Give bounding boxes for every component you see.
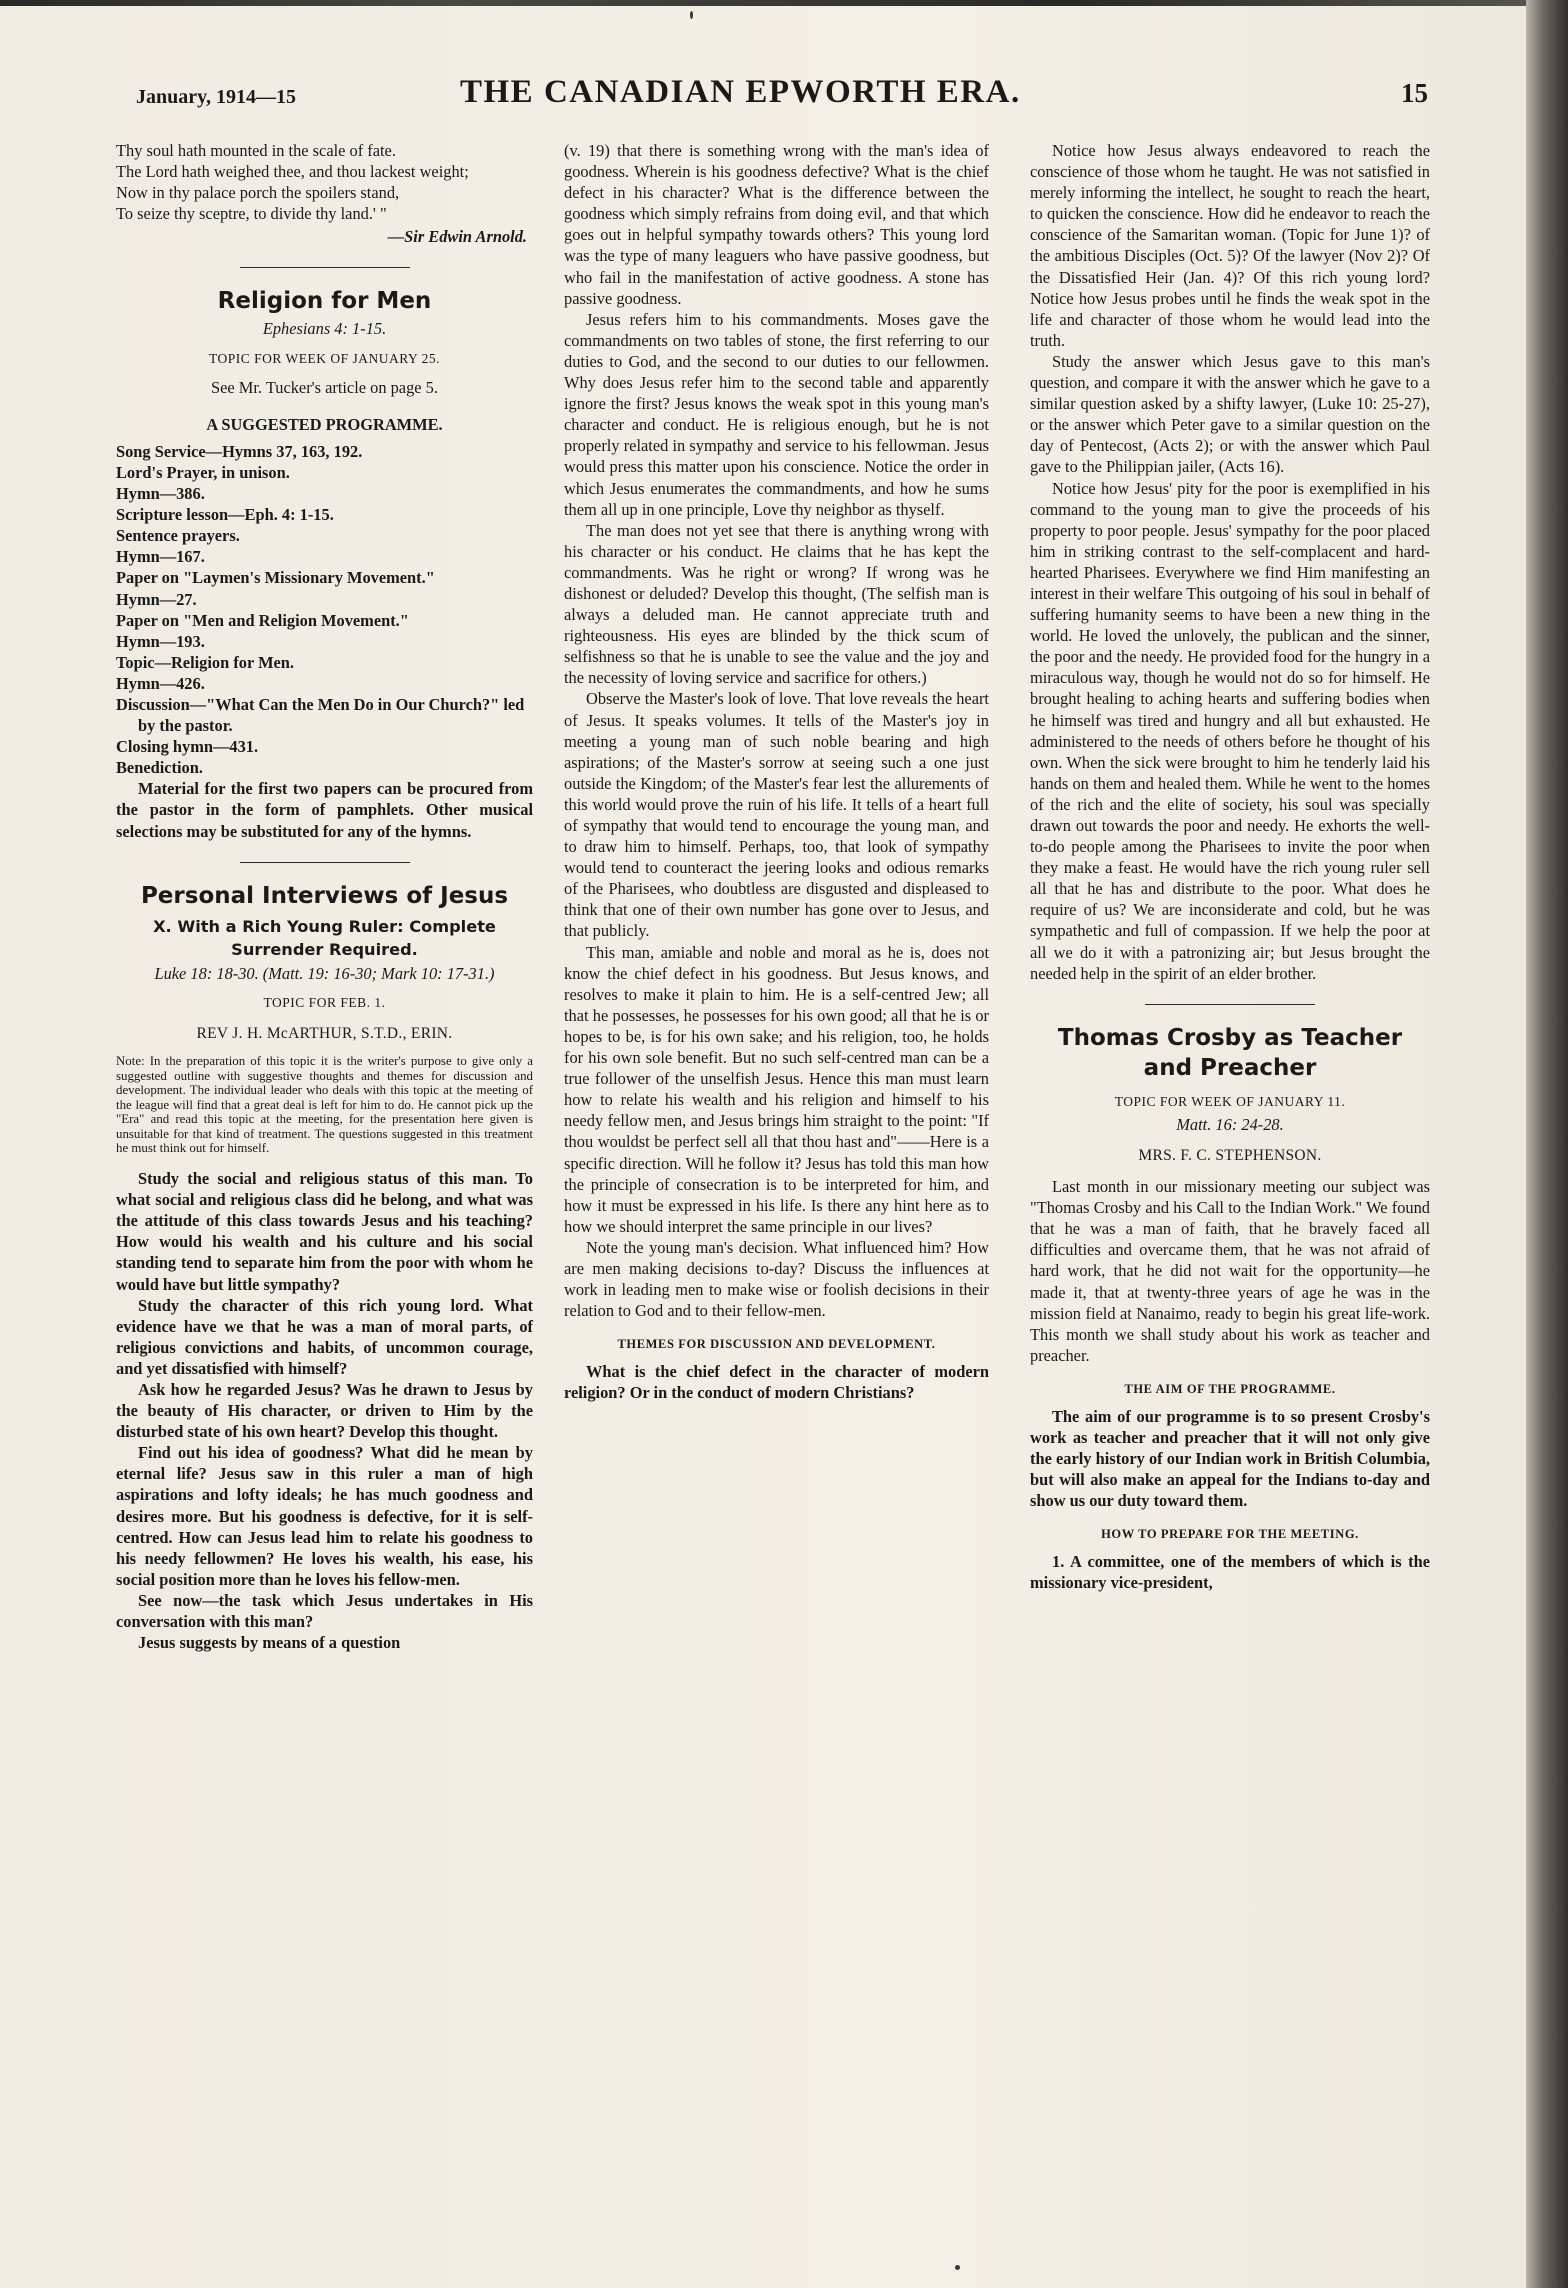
programme-note: Material for the first two papers can be procured from the pastor in the form of pamphlets. Other musical selections may be substituted for any of the hymns.: [116, 779, 533, 841]
section-divider: [1145, 1004, 1315, 1005]
poem-attribution: —Sir Edwin Arnold.: [387, 227, 527, 247]
section-divider: [240, 862, 410, 863]
programme-item: Hymn—27.: [116, 589, 197, 609]
paragraph: This man, amiable and noble and moral as he is, does not know the chief defect in his goodness. But Jesus knows, and resolves to make it plain to him. He is a self-centred Jew; all that he possesses, he possesses for his own good; all that he is or hopes to be, is for his own sake; and his religion, too, he holds for his own sole benefit. But no such self-centred man can be a true follower of the unselfish Jesus. Hence this man must learn how to relate his wealth and his religion and himself to his needy fellow men, and Jesus brings him straight to the point: "If thou wouldst be perfect sell all that thou hast and"——Here is a specific direction. Will he follow it? Jesus has told this man how the principle of consecration is to be interpreted for him, and how it must be expressed in his life. Is there any hint here as to how we should interpret the same principle in our lives?: [564, 942, 989, 1236]
topic-line: TOPIC FOR WEEK OF JANUARY 11.: [1114, 1093, 1346, 1109]
page-header: [130, 72, 1428, 122]
topic-line: TOPIC FOR WEEK OF JANUARY 25.: [208, 350, 441, 366]
programme-item: Lord's Prayer, in unison.: [116, 462, 290, 482]
paragraph: Find out his idea of goodness? What did he mean by eternal life? Jesus saw in this ruler a man of high aspirations and lofty ideals; he has much goodness and desires more. But his goodness is defective, for it is self-centred. How can Jesus lead him to relate his goodness to his needy fellowmen? He loves his wealth, his ease, his social position more than he loves his fellow-men.: [116, 1443, 533, 1589]
top-edge: [0, 0, 1526, 6]
paragraph: Note the young man's decision. What influenced him? How are men making decisions to-day? Discuss the influences at work in leading men to make wise or foolish decisions in their relation to God and to their fellow-men.: [564, 1237, 989, 1321]
topic-line: TOPIC FOR FEB. 1.: [263, 994, 386, 1010]
programme-item: Hymn—386.: [116, 484, 205, 504]
programme-item: Hymn—426.: [116, 673, 205, 693]
aim-heading: THE AIM OF THE PROGRAMME.: [1124, 1381, 1336, 1396]
programme-item: Paper on "Men and Religion Movement.": [116, 610, 409, 630]
paragraph: Observe the Master's look of love. That love reveals the heart of Jesus. It speaks volumes. It tells of the Master's joy in meeting a young man of such noble bearing and high aspirations; of the Master's sorrow at seeing such a one just outside the Kingdom; of the Master's fear lest the allurements of this world would prove the ruin of his life. It tells of a heart full of sympathy that would tend to encourage the young man, and to draw him to himself. Perhaps, too, that look of sympathy would tend to counteract the jeering looks and odious remarks of the Pharisees, who doubtless are disgusted and displeased to think that one of their own number has gone over to Jesus, and that publicly.: [564, 689, 989, 941]
column-2: [564, 140, 989, 1403]
programme-item: Sentence prayers.: [116, 526, 240, 546]
poem-line: The Lord hath weighed thee, and thou lackest weight;: [116, 162, 469, 182]
paragraph: 1. A committee, one of the members of which is the missionary vice-president,: [1030, 1552, 1430, 1593]
column-1: [116, 140, 533, 1653]
programme-item: Song Service—Hymns 37, 163, 192.: [116, 441, 363, 461]
paragraph: Notice how Jesus always endeavored to reach the conscience of those whom he taught. He was not satisfied in merely informing the intellect, he sought to reach the heart, to quicken the conscience. How did he endeavor to reach the conscience of the Samaritan woman. (Topic for June 1)? of the ambitious Disciples (Oct. 5)? Of the lawyer (Nov 2)? Of the Dissatisfied Heir (Jan. 4)? Of this rich young lord? Notice how Jesus probes until he finds the weak spot in the life and character of those whom he would lead into the truth.: [1030, 141, 1430, 350]
paragraph: Study the character of this rich young lord. What evidence have we that he was a man of moral parts, of religious convictions and habits, of uncommon courage, and yet dissatisfied with himself?: [116, 1295, 533, 1378]
poem-line: To seize thy sceptre, to divide thy land.' ": [116, 204, 387, 224]
themes-heading: THEMES FOR DISCUSSION AND DEVELOPMENT.: [617, 1337, 936, 1352]
programme-list: [116, 441, 533, 779]
programme-item: Hymn—193.: [116, 631, 205, 651]
section-title-personal-interviews: Personal Interviews of Jesus: [140, 882, 509, 909]
issue-date: January, 1914—15: [136, 86, 297, 108]
paragraph: (v. 19) that there is something wrong with the man's idea of goodness. Wherein is his goodness defective? What is the chief defect in his character? What is the difference between the goodness which simply refrains from doing evil, and that which goes out in helpful sympathy towards others? This young lord was the type of many leaguers who have passive goodness, but who fail in the manifestation of active goodness. A stone has passive goodness.: [564, 141, 989, 308]
masthead: THE CANADIAN EPWORTH ERA.: [460, 74, 1021, 110]
section-subtitle: X. With a Rich Young Ruler: Complete Surrender Required.: [153, 916, 496, 959]
paragraph: The aim of our programme is to so present Crosby's work as teacher and preacher that it will not only give the early history of our Indian work in British Columbia, but will also make an appeal for the Indians to-day and show us our duty toward them.: [1030, 1406, 1430, 1511]
book-binding: [1526, 0, 1568, 2288]
programme-item: Hymn—167.: [116, 547, 205, 567]
print-speck: [955, 2265, 960, 2270]
poem-fragment: [116, 140, 533, 247]
editorial-note: Note: In the preparation of this topic it is the writer's purpose to give only a suggested outline with suggestive thoughts and themes for discussion and development. The individual leader who deals with this topic at the meeting of the league will find that a great deal is left for him to do. He cannot pick up the "Era" and read this topic at the meeting, for the presentation here given is unsuitable for that kind of treatment. The questions suggested in this treatment he must think out for himself.: [116, 1053, 533, 1156]
page-number: 15: [1401, 78, 1428, 108]
author-line: REV J. H. McARTHUR, S.T.D., ERIN.: [196, 1024, 453, 1042]
themes-text: What is the chief defect in the character of modern religion? Or in the conduct of modern Christians?: [564, 1362, 989, 1403]
paragraph: Study the social and religious status of this man. To what social and religious class did he belong, and what was the attitude of this class towards Jesus and his teaching? How would his wealth and his culture and his social standing tend to separate him from the poor with whom he would have but little sympathy?: [116, 1169, 533, 1294]
scripture-reference: Luke 18: 18-30. (Matt. 19: 16-30; Mark 10: 17-31.): [154, 963, 495, 983]
scripture-reference: Matt. 16: 24-28.: [1176, 1114, 1284, 1134]
programme-item: Discussion—"What Can the Men Do in Our Church?" led by the pastor.: [116, 694, 525, 736]
section-divider: [240, 267, 410, 268]
paragraph: Ask how he regarded Jesus? Was he drawn to Jesus by the beauty of His character, or driven to Him by the disturbed state of his own heart? Develop this thought.: [116, 1380, 533, 1442]
paragraph: Study the answer which Jesus gave to this man's question, and compare it with the answer which he gave to a similar question asked by a shifty lawyer, (Luke 10: 25-27), or the answer which Peter gave to a similar question on the day of Pentecost, (Acts 2); or with the answer which Paul gave to the Philippian jailer, (Acts 16).: [1030, 351, 1430, 477]
section-title-religion-for-men: Religion for Men: [217, 288, 432, 315]
prepare-heading: HOW TO PREPARE FOR THE MEETING.: [1101, 1527, 1359, 1542]
programme-item: Closing hymn—431.: [116, 737, 259, 757]
paragraph: The man does not yet see that there is anything wrong with his character or his conduct. He claims that he has kept the commandments. Was he right or wrong? If wrong was he dishonest or deluded? Develop this thought, (The selfish man is always a deluded man. He cannot appreciate truth and righteousness. His eyes are blinded by the thick scum of selfishness so that he is unable to see the value and the joy and the necessity of loving service and sacrifice for others.): [564, 520, 989, 688]
column-3: [1030, 140, 1430, 1594]
programme-item: Benediction.: [116, 758, 203, 778]
programme-item: Paper on "Laymen's Missionary Movement.": [116, 568, 435, 588]
print-speck: [690, 11, 693, 19]
author-line: MRS. F. C. STEPHENSON.: [1138, 1146, 1322, 1164]
poem-line: Thy soul hath mounted in the scale of fate.: [116, 141, 396, 160]
paragraph: Jesus suggests by means of a question: [138, 1633, 401, 1653]
paragraph: Last month in our missionary meeting our subject was "Thomas Crosby and his Call to the Indian Work." We found that he was a man of faith, that he bravely faced all difficulties and overcame them, that he was not afraid of hard work, that he did not wait for the opportunity—he made it, that at twenty-three years of age he was in the mission field at Nanaimo, ready to begin his great life-work. This month we shall study about his work as teacher and preacher.: [1030, 1177, 1430, 1365]
programme-item: Scripture lesson—Eph. 4: 1-15.: [116, 505, 334, 525]
paragraph: See now—the task which Jesus undertakes in His conversation with this man?: [116, 1590, 533, 1632]
scripture-reference: Ephesians 4: 1-15.: [262, 319, 387, 339]
section-title-thomas-crosby: Thomas Crosby as Teacher and Preacher: [1057, 1024, 1403, 1081]
see-reference: See Mr. Tucker's article on page 5.: [211, 377, 438, 397]
paragraph: Notice how Jesus' pity for the poor is exemplified in his command to the young man to give the proceeds of his property to poor people. Jesus' sympathy for the poor placed him in striking contrast to the self-complacent and hard-hearted Pharisees. Everywhere we find Him manifesting an interest in their welfare This outgoing of his soul in behalf of suffering humanity seems to have been a new thing in the world. He loved the unlovely, the publican and the sinner, the poor and the needy. He provided food for the hungry in a miraculous way, though he would not do so for himself. He brought healing to aching hearts and suffering bodies when he himself was tired and hungry and all but exhausted. He administered to the needs of others before he thought of his own. When the sick were brought to him he tenderly laid his hands on them and healed them. While he went to the homes of the rich and the elite of society, his soul was specially drawn out towards the poor and needy. He exhorts the well-to-do people among the Pharisees to invite the poor when they make a feast. He would have the rich young ruler sell all that he has and distribute to the poor. What does he require of us? We are inconsiderate and cold, but he was sympathetic and full of compassion. If we help the poor at all we do it with a patronizing air; but Jesus brought the needed help in the spirit of an elder brother.: [1030, 478, 1430, 983]
paragraph: Jesus refers him to his commandments. Moses gave the commandments on two tables of stone, the first referring to our duties to God, and the second to our duties to our fellowmen. Why does Jesus refer him to the second table and apparently ignore the first? Jesus knows the weak spot in this young man's character and conduct. He is religious enough, but he is not properly related in sympathy and service to his fellowman. Jesus would press this matter upon his conscience. Notice the order in which Jesus enumerates the commandments, and how he sums them all up in one principle, Love thy neighbor as thyself.: [564, 309, 989, 519]
programme-item: Topic—Religion for Men.: [116, 652, 295, 672]
poem-line: Now in thy palace porch the spoilers stand,: [116, 183, 400, 203]
programme-heading: A SUGGESTED PROGRAMME.: [206, 414, 443, 434]
